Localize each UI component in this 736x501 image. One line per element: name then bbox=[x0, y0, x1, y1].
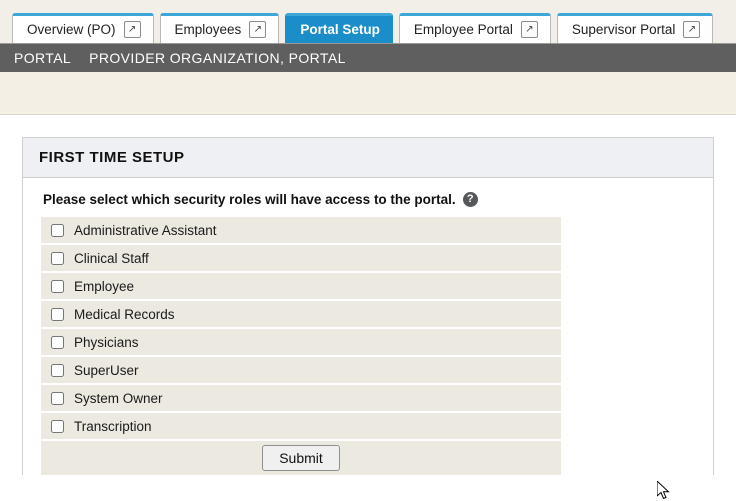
list-item[interactable] bbox=[41, 385, 561, 411]
role-checkbox-clinical-staff[interactable] bbox=[51, 252, 64, 265]
tab-label: Employees bbox=[174, 22, 242, 37]
tab-bar bbox=[0, 0, 736, 44]
list-item[interactable] bbox=[41, 357, 561, 383]
list-item[interactable] bbox=[41, 245, 561, 271]
submit-row bbox=[41, 441, 561, 475]
tab-overview-po[interactable] bbox=[12, 13, 154, 43]
page-title: FIRST TIME SETUP bbox=[23, 138, 713, 178]
role-label: Physicians bbox=[74, 334, 139, 350]
role-label: Medical Records bbox=[74, 306, 175, 322]
open-in-new-window-icon[interactable]: ↗ bbox=[249, 21, 266, 38]
instruction-text: Please select which security roles will have access to the portal. bbox=[43, 192, 456, 207]
breadcrumb bbox=[0, 44, 736, 72]
list-item[interactable] bbox=[41, 273, 561, 299]
security-role-list bbox=[41, 217, 561, 475]
page-content bbox=[0, 115, 736, 496]
tab-label: Supervisor Portal bbox=[571, 22, 676, 37]
breadcrumb-sub: PROVIDER ORGANIZATION, PORTAL bbox=[89, 50, 346, 66]
tab-employees[interactable] bbox=[160, 13, 280, 43]
breadcrumb-main: PORTAL bbox=[14, 50, 72, 66]
role-label: Employee bbox=[74, 278, 135, 294]
open-in-new-window-icon[interactable]: ↗ bbox=[124, 21, 141, 38]
tab-label: Portal Setup bbox=[300, 22, 380, 37]
role-checkbox-transcription[interactable] bbox=[51, 420, 64, 433]
role-label: System Owner bbox=[74, 390, 163, 406]
submit-button[interactable]: Submit bbox=[262, 445, 340, 471]
tab-label: Overview (PO) bbox=[27, 22, 116, 37]
tab-employee-portal[interactable] bbox=[399, 13, 551, 43]
content-top-band bbox=[0, 72, 736, 115]
role-label: Transcription bbox=[74, 418, 152, 434]
role-checkbox-superuser[interactable] bbox=[51, 364, 64, 377]
role-checkbox-administrative-assistant[interactable] bbox=[51, 224, 64, 237]
role-checkbox-medical-records[interactable] bbox=[51, 308, 64, 321]
list-item[interactable] bbox=[41, 301, 561, 327]
role-label: Administrative Assistant bbox=[74, 222, 217, 238]
open-in-new-window-icon[interactable]: ↗ bbox=[683, 21, 700, 38]
list-item[interactable] bbox=[41, 217, 561, 243]
role-checkbox-physicians[interactable] bbox=[51, 336, 64, 349]
tab-portal-setup[interactable] bbox=[285, 13, 393, 43]
list-item[interactable] bbox=[41, 413, 561, 439]
panel-body bbox=[23, 178, 713, 475]
instruction-row bbox=[41, 188, 695, 217]
role-label: Clinical Staff bbox=[74, 250, 149, 266]
role-checkbox-system-owner[interactable] bbox=[51, 392, 64, 405]
tab-label: Employee Portal bbox=[413, 22, 513, 37]
list-item[interactable] bbox=[41, 329, 561, 355]
help-icon[interactable]: ? bbox=[463, 192, 478, 207]
tab-supervisor-portal[interactable] bbox=[557, 13, 714, 43]
open-in-new-window-icon[interactable]: ↗ bbox=[521, 21, 538, 38]
role-label: SuperUser bbox=[74, 362, 139, 378]
first-time-setup-panel bbox=[22, 137, 714, 475]
role-checkbox-employee[interactable] bbox=[51, 280, 64, 293]
mouse-cursor bbox=[657, 481, 671, 501]
